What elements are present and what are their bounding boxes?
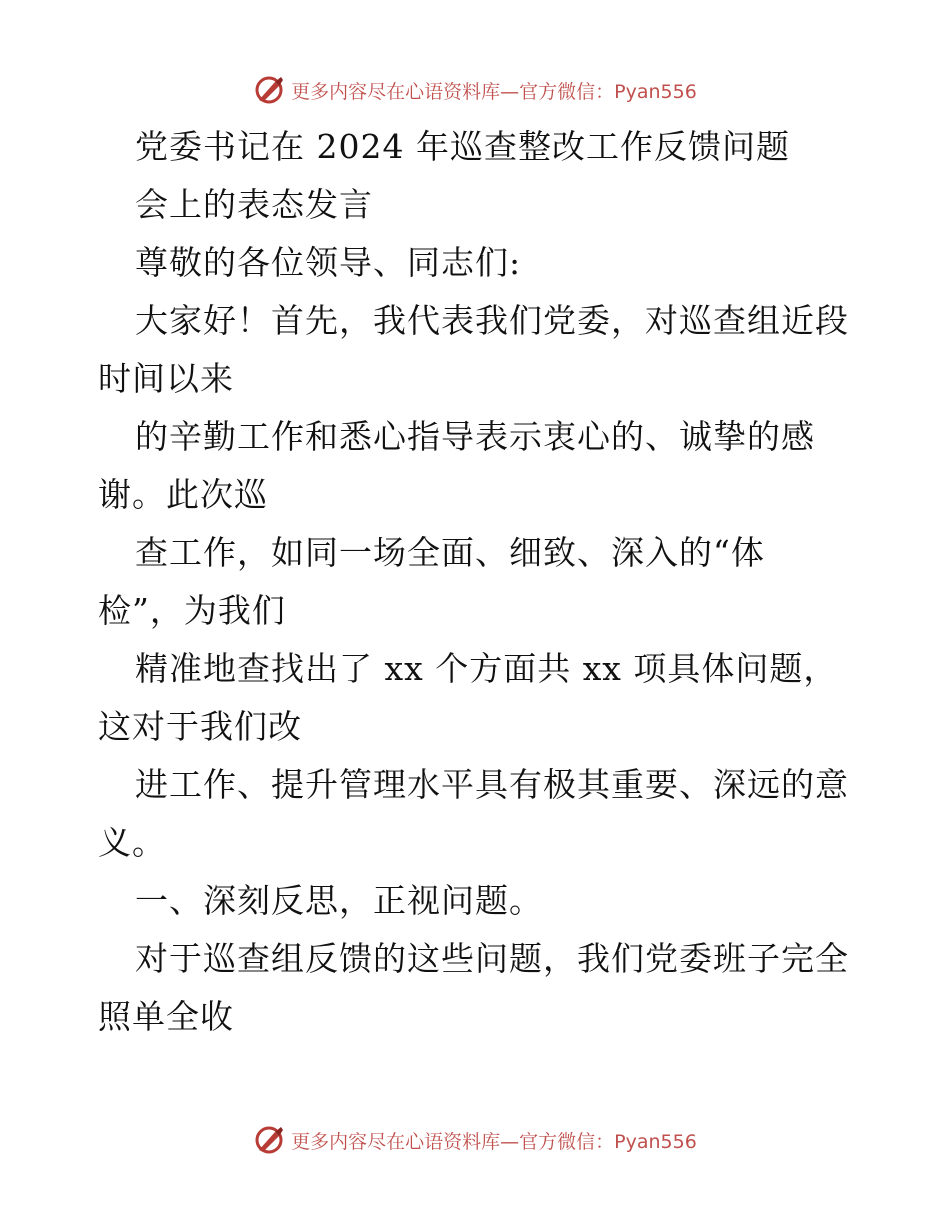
paragraph-line: 查工作，如同一场全面、细致、深入的“体: [135, 533, 765, 572]
title-line-1: 党委书记在 2024 年巡查整改工作反馈问题: [135, 127, 790, 166]
paragraph-line: 大家好！首先，我代表我们党委，对巡查组近段: [135, 301, 849, 340]
paragraph-line: 时间以来: [98, 359, 234, 398]
paragraph-line: 的辛勤工作和悉心指导表示衷心的、诚挚的感: [135, 417, 815, 456]
pen-logo-icon: [253, 1124, 285, 1156]
paragraph-line: 对于巡查组反馈的这些问题，我们党委班子完全: [135, 939, 849, 978]
paragraph-line: 这对于我们改: [98, 707, 302, 746]
paragraph-line: 义。: [98, 823, 166, 862]
paragraph-line: 检”，为我们: [98, 591, 286, 630]
watermark-text: 更多内容尽在心语资料库—官方微信：Pyan556: [291, 80, 697, 103]
title-line-2: 会上的表态发言: [135, 185, 373, 224]
paragraph-line: 谢。此次巡: [98, 475, 268, 514]
watermark-footer: [0, 1122, 950, 1158]
paragraph-line: 进工作、提升管理水平具有极其重要、深远的意: [135, 765, 849, 804]
paragraph-line: 精准地查找出了 xx 个方面共 xx 项具体问题，: [135, 649, 838, 688]
pen-logo-icon: [253, 74, 285, 106]
watermark-header: [0, 72, 950, 108]
watermark-text: 更多内容尽在心语资料库—官方微信：Pyan556: [291, 1130, 697, 1153]
document-body: [98, 118, 858, 1046]
paragraph-line: 照单全收: [98, 997, 234, 1036]
section-heading: 一、深刻反思，正视问题。: [135, 881, 543, 920]
salutation: 尊敬的各位领导、同志们:: [135, 243, 522, 282]
